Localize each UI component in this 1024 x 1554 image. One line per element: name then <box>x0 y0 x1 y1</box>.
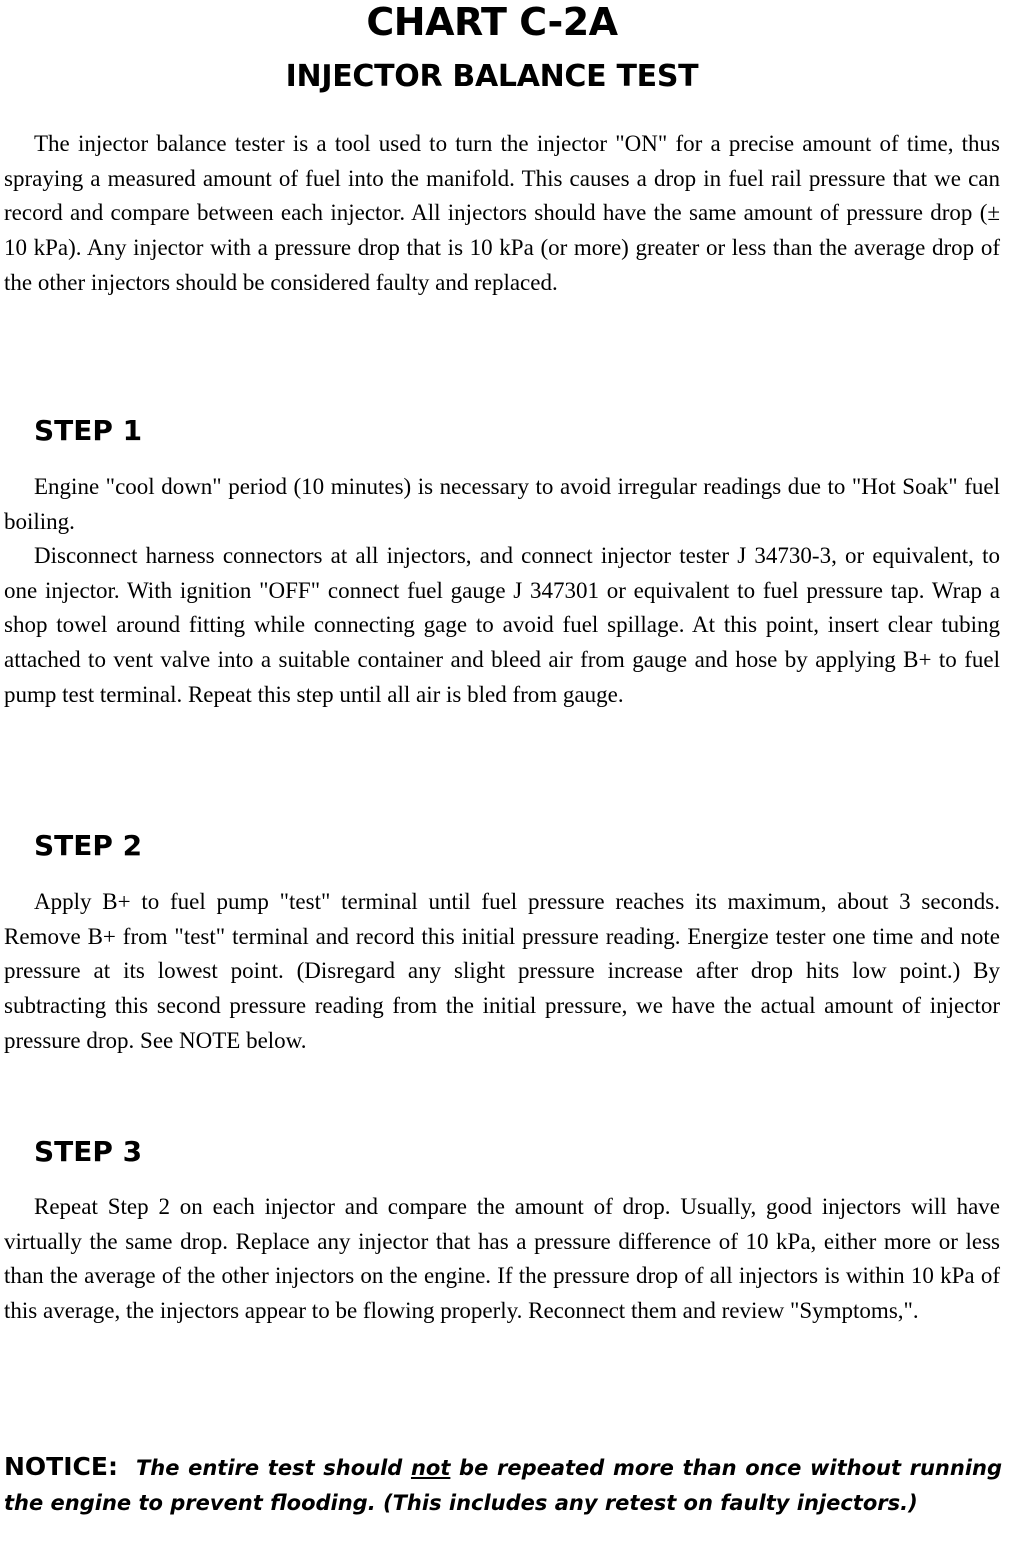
notice-label: NOTICE: <box>4 1452 118 1481</box>
notice-text-before: The entire test should <box>135 1456 403 1480</box>
step-2-heading: STEP 2 <box>34 829 143 862</box>
notice-text <box>4 1456 1002 1515</box>
chart-subtitle: INJECTOR BALANCE TEST <box>285 59 699 94</box>
intro-paragraph: The injector balance tester is a tool used to turn the injector "ON" for a precise amount of time, thus spraying a measured amount of fuel into the manifold. This causes a drop in fuel rail pressure that we can record and compare between each injector. All injectors should have the same amount of pressure drop (± 10 kPa). Any injector with a pressure drop that is 10 kPa (or more) greater or less than the average drop of the other injectors should be considered faulty and replaced. <box>4 131 1000 295</box>
notice-block <box>4 1450 1002 1520</box>
step-1-paragraph-1: Engine "cool down" period (10 minutes) is necessary to avoid irregular readings due to "Hot Soak" fuel boiling. <box>4 474 1000 534</box>
chart-title: CHART C-2A <box>366 0 618 44</box>
step-3-heading: STEP 3 <box>34 1135 143 1168</box>
notice-text-underlined: not <box>410 1456 451 1480</box>
step-1-heading: STEP 1 <box>34 414 143 447</box>
step-3-paragraph: Repeat Step 2 on each injector and compare the amount of drop. Usually, good injectors will have virtually the same drop. Replace any injector that has a pressure difference of 10 kPa, either more or less than the average of the other injectors on the engine. If the pressure drop of all injectors is within 10 kPa of this average, the injectors appear to be flowing properly. Reconnect them and review "Symptoms,". <box>4 1194 1000 1324</box>
notice-text-after: be repeated more than once without running the engine to prevent flooding. (This includes any retest on faulty injectors.) <box>4 1456 1003 1515</box>
step-2-paragraph: Apply B+ to fuel pump "test" terminal until fuel pressure reaches its maximum, about 3 seconds. Remove B+ from "test" terminal and record this initial pressure reading. Energize tester one time and note pressure at its lowest point. (Disregard any slight pressure increase after drop hits low point.) By subtracting this second pressure reading from the initial pressure, we have the actual amount of injector pressure drop. See NOTE below. <box>4 889 1000 1053</box>
step-1-paragraph-2: Disconnect harness connectors at all injectors, and connect injector tester J 34730-3, or equivalent, to one injector. With ignition "OFF" connect fuel gauge J 347301 or equivalent to fuel pressure tap. Wrap a shop towel around fitting while connecting gage to avoid fuel spillage. At this point, insert clear tubing attached to vent valve into a suitable container and bleed air from gauge and hose by applying B+ to fuel pump test terminal. Repeat this step until all air is bled from gauge. <box>4 543 1000 707</box>
